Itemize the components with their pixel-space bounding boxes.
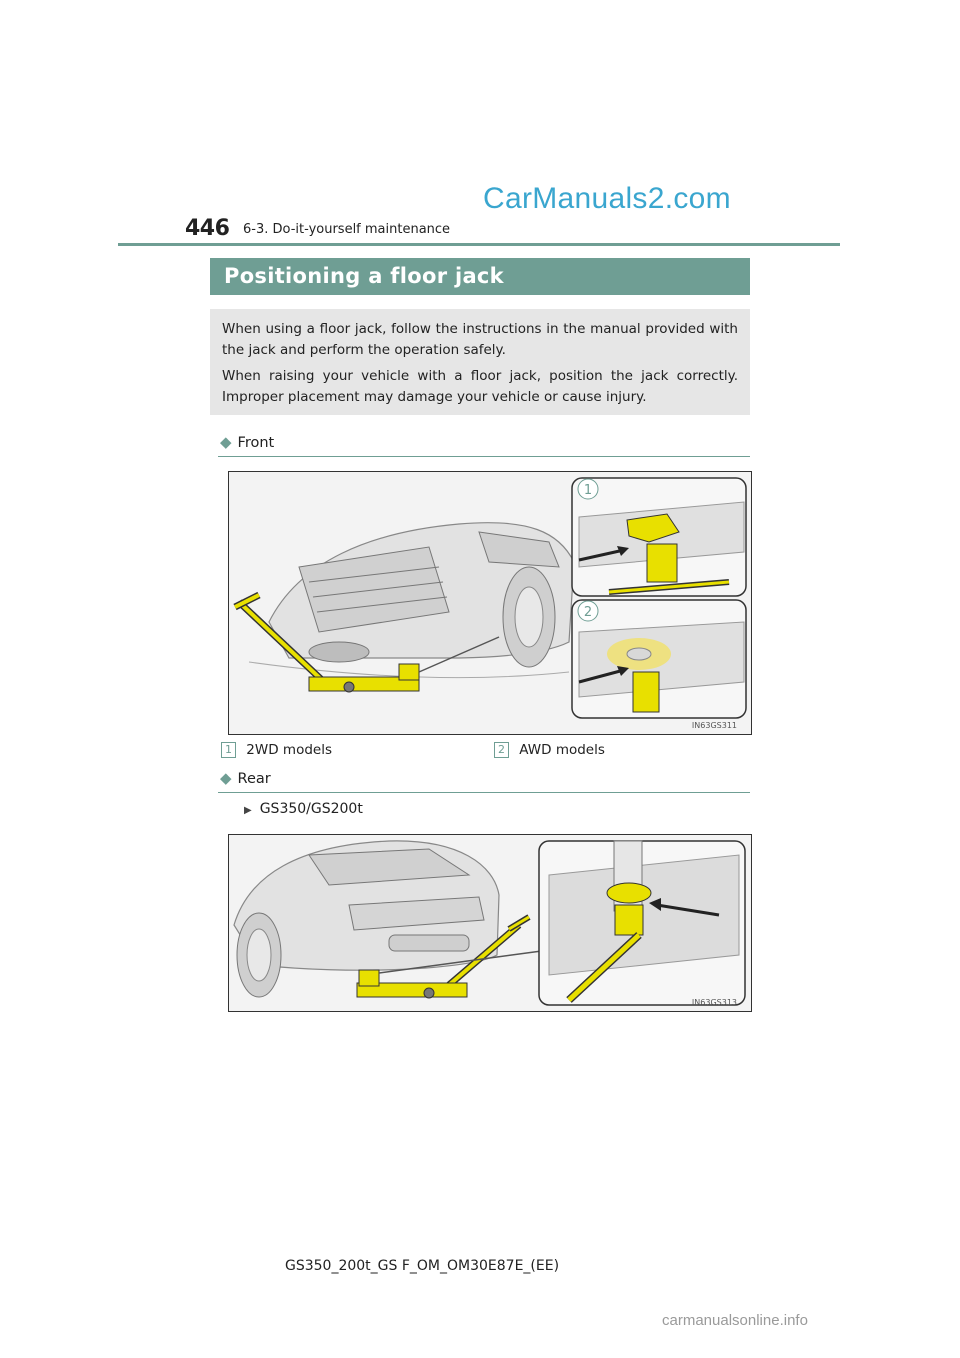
intro-box xyxy=(210,309,750,415)
header-rule xyxy=(118,243,840,246)
watermark-top[interactable]: CarManuals2.com xyxy=(483,182,731,215)
intro-paragraph-1: When using a floor jack, follow the instructions in the manual provided with the jack and perform the operation safely. xyxy=(222,321,738,358)
rear-heading-rule xyxy=(218,792,750,793)
callout-2: 2 xyxy=(583,605,593,620)
triangle-bullet-icon: ▶ xyxy=(244,805,252,816)
diamond-icon: ◆ xyxy=(220,433,232,451)
legend-number: 2 xyxy=(494,742,509,758)
front-heading-rule xyxy=(218,456,750,457)
rear-heading xyxy=(220,769,271,787)
diamond-icon: ◆ xyxy=(220,769,232,787)
watermark-bottom[interactable]: carmanualsonline.info xyxy=(662,1312,808,1329)
rear-figure xyxy=(228,834,752,1012)
rear-illustration xyxy=(229,835,751,1011)
legend-item-awd xyxy=(494,742,605,758)
rear-heading-label: Rear xyxy=(237,771,271,787)
page-title: Positioning a floor jack xyxy=(224,264,504,288)
rear-figure-code: IN63GS313 xyxy=(691,998,737,1007)
front-illustration xyxy=(229,472,751,734)
legend-label: 2WD models xyxy=(246,742,332,758)
front-heading xyxy=(220,433,274,451)
intro-paragraph-2: When raising your vehicle with a floor jack, position the jack correctly. Improper placement may damage your vehicle or cause injury. xyxy=(222,368,738,405)
model-bullet xyxy=(244,801,363,817)
page-number: 446 xyxy=(185,216,230,241)
legend-number: 1 xyxy=(221,742,236,758)
legend-item-2wd xyxy=(221,742,332,758)
section-label: 6-3. Do-it-yourself maintenance xyxy=(243,222,451,237)
document-code: GS350_200t_GS F_OM_OM30E87E_(EE) xyxy=(285,1258,560,1274)
front-figure xyxy=(228,471,752,735)
front-heading-label: Front xyxy=(237,435,275,451)
model-bullet-label: GS350/GS200t xyxy=(259,801,363,817)
callout-1: 1 xyxy=(583,483,593,498)
legend-label: AWD models xyxy=(519,742,605,758)
front-figure-code: IN63GS311 xyxy=(691,721,737,730)
